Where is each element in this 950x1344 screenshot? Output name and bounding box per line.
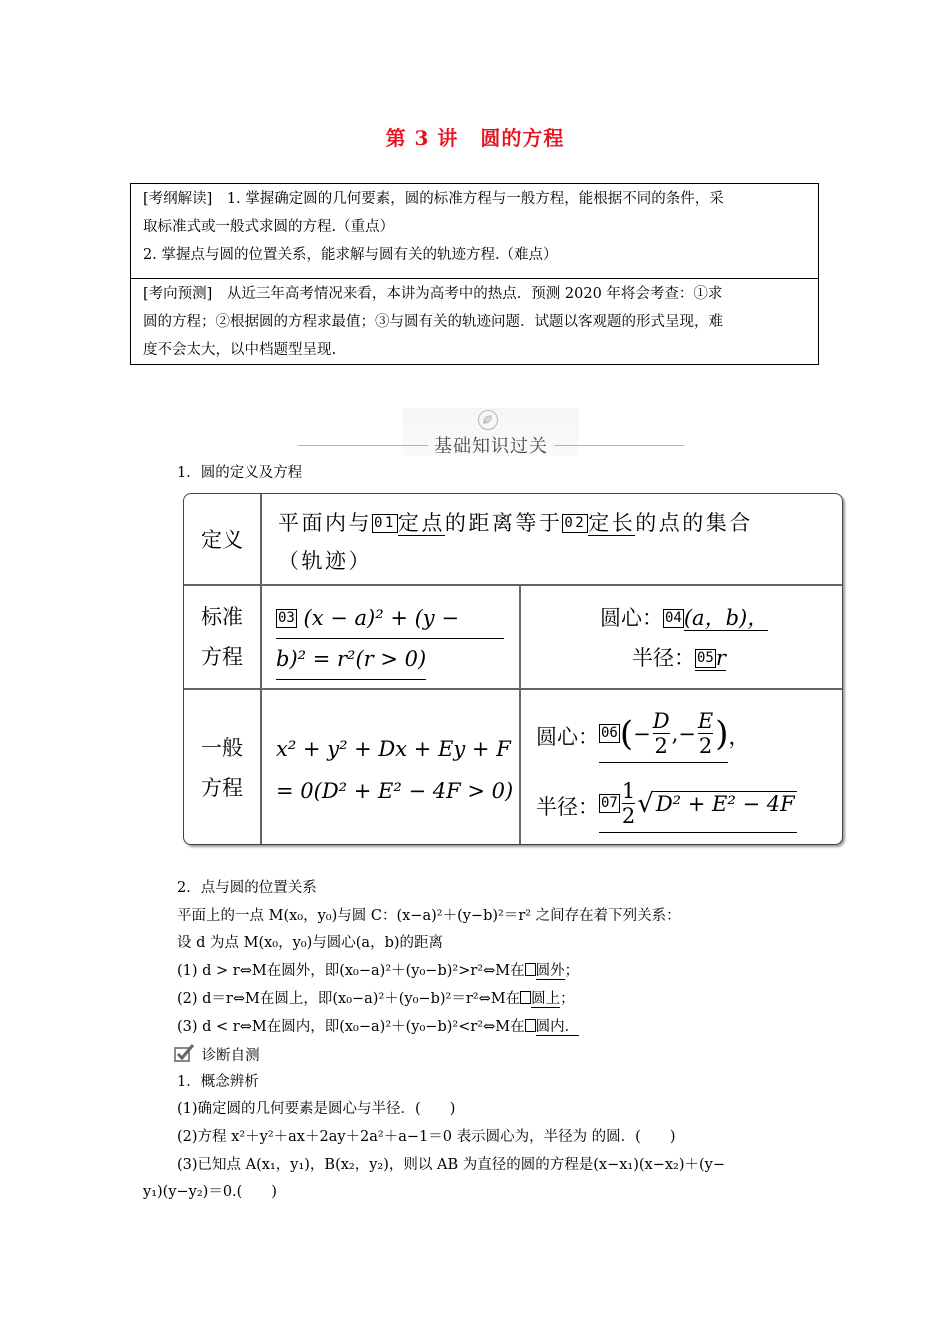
fraction-1: 1 (621, 779, 636, 803)
definition-fixed-length: 定长 (588, 511, 636, 535)
s2-paragraph-1: 平面上的一点 M(x₀，y₀)与圆 C：(x−a)²＋(y−b)²＝r² 之间存在着下列关系： (177, 908, 681, 924)
circle-equation-table (183, 493, 843, 845)
s2-case-on (177, 987, 575, 1008)
blank-box-icon (525, 963, 536, 976)
standard-eq-part-2: b)² = r²(r > 0) (276, 647, 427, 671)
standard-center-radius (600, 598, 840, 678)
definition-locus: （轨迹） (278, 549, 372, 573)
blank-07: 07 (601, 795, 618, 811)
row-general-label (184, 690, 260, 845)
blank-box-icon (525, 1019, 536, 1032)
standard-eq-part-1: (x − a)² + (y − (303, 606, 459, 630)
s2-case-inside (177, 1015, 579, 1036)
standard-center-value: (a，b)， (683, 606, 769, 630)
case-on-end: ； (560, 991, 575, 1007)
syllabus-line-2: 取标准式或一般式求圆的方程.（重点） (143, 219, 395, 235)
syllabus-outline (131, 184, 818, 279)
standard-label-2: 方程 (201, 645, 243, 669)
forecast-line-3: 度不会太大，以中档题型呈现. (143, 342, 337, 358)
section-header-title: 基础知识过关 (434, 436, 548, 457)
center-x-fraction (653, 709, 670, 758)
definition-label: 定义 (201, 528, 243, 552)
syllabus-line-1: [考纲解读] 1. 掌握确定圆的几何要素，圆的标准方程与一般方程，能根据不同的条件，采 (143, 191, 724, 207)
general-eq-part-2: = 0(D² + E² − 4F > 0) (276, 779, 514, 803)
diagnostic-header (173, 1043, 260, 1065)
blank-02: 02 (564, 515, 587, 531)
fraction-2-a: 2 (654, 734, 668, 758)
general-eq-part-1: x² + y² + Dx + Ey + F (276, 737, 511, 761)
general-radius-label: 半径： (536, 795, 599, 819)
diagnostic-title: 诊断自测 (201, 1048, 260, 1064)
syllabus-forecast (131, 279, 818, 364)
syllabus-box (130, 183, 819, 365)
row-definition-content (278, 504, 838, 580)
case-on-answer: 圆上 (531, 991, 561, 1007)
case-on-text: (2) d＝r⇔M在圆上，即(x₀−a)²＋(y₀−b)²＝r²⇔M在 (177, 991, 521, 1007)
definition-text-e: 的点的集合 (635, 511, 753, 535)
row-standard-label (184, 586, 260, 688)
blank-06: 06 (601, 725, 618, 741)
standard-eq-line-1 (276, 598, 504, 639)
table-row-divider-1 (184, 584, 843, 586)
section-divider-right (554, 445, 684, 446)
definition-fixed-point: 定点 (397, 511, 445, 535)
standard-equation (276, 598, 512, 680)
fraction-e: E (697, 709, 714, 733)
table-col-divider-1 (260, 494, 262, 845)
lecture-topic: 圆的方程 (480, 126, 565, 150)
question-3-line-1: (3)已知点 A(x₁，y₁)，B(x₂，y₂)，则以 AB 为直径的圆的方程是(x−x₁)(x−x₂)＋(y− (177, 1157, 725, 1173)
s2-paragraph-2: 设 d 为点 M(x₀，y₀)与圆心(a，b)的距离 (177, 935, 444, 951)
general-label-1: 一般 (201, 736, 243, 760)
case-inside-answer: 圆内． (535, 1019, 580, 1035)
blank-04: 04 (665, 610, 682, 626)
standard-radius-label: 半径： (632, 646, 695, 670)
case-outside-answer: 圆外 (535, 963, 565, 979)
question-1: (1)确定圆的几何要素是圆心与半径．( ) (177, 1101, 456, 1117)
general-radius (536, 776, 841, 836)
concept-title: 1．概念辨析 (177, 1074, 259, 1090)
table-row-divider-2 (184, 688, 843, 690)
fraction-2-b: 2 (698, 734, 713, 758)
fraction-d: D (652, 709, 670, 733)
standard-label-1: 标准 (201, 605, 243, 629)
section-2-title: 2．点与圆的位置关系 (177, 880, 317, 896)
sqrt-content: D² + E² − 4F (655, 792, 795, 816)
blank-03: 03 (278, 610, 295, 626)
section-divider-left (298, 445, 428, 446)
case-outside-text: (1) d > r⇔M在圆外，即(x₀−a)²＋(y₀−b)²>r²⇔M在 (177, 963, 525, 979)
general-label-2: 方程 (201, 776, 243, 800)
page-title (0, 122, 950, 151)
blank-01: 01 (374, 515, 396, 531)
blank-box-icon (520, 991, 531, 1004)
standard-eq-line-2 (276, 639, 426, 680)
question-2: (2)方程 x²＋y²＋ax＋2ay＋2a²＋a−1＝0 表示圆心为，半径为 的圆．( ) (177, 1129, 676, 1145)
syllabus-line-3: 2. 掌握点与圆的位置关系，能求解与圆有关的轨迹方程.（难点） (143, 247, 558, 263)
section-1-title: 1．圆的定义及方程 (177, 465, 303, 481)
standard-center-label: 圆心： (600, 606, 663, 630)
table-col-divider-2 (519, 585, 521, 845)
question-3-line-2: y₁)(y−y₂)＝0.( ) (143, 1184, 277, 1200)
blank-05: 05 (697, 650, 714, 666)
s2-case-outside (177, 959, 579, 980)
section-header (298, 408, 684, 460)
forecast-line-2: 圆的方程；②根据圆的方程求最值；③与圆有关的轨迹问题．试题以客观题的形式呈现，难 (143, 314, 723, 330)
general-center-label: 圆心： (536, 725, 599, 749)
row-definition-label (184, 494, 260, 584)
center-y-fraction (698, 709, 713, 758)
general-equation (276, 728, 516, 812)
forecast-line-1: [考向预测] 从近三年高考情况来看，本讲为高考中的热点．预测 2020 年将会考查：①求 (143, 286, 723, 302)
definition-text-a: 平面内与 (278, 511, 372, 535)
checkbox-icon (173, 1043, 197, 1061)
general-center: 圆心： 06 ( − $\frac{D}{2}$ ,− $\frac{E}{2}$ ) ， (536, 706, 841, 766)
standard-radius-value: r (715, 646, 726, 670)
fraction-2-c: 2 (621, 804, 636, 828)
leaf-icon (478, 410, 498, 430)
sqrt-icon: √ (637, 788, 654, 819)
case-outside-end: ； (564, 963, 580, 979)
lecture-number: 第 3 讲 (385, 126, 459, 150)
definition-text-c: 的距离等于 (444, 511, 563, 535)
case-inside-text: (3) d < r⇔M在圆内，即(x₀−a)²＋(y₀−b)²<r²⇔M在 (177, 1019, 525, 1035)
radius-half-fraction (622, 779, 635, 828)
